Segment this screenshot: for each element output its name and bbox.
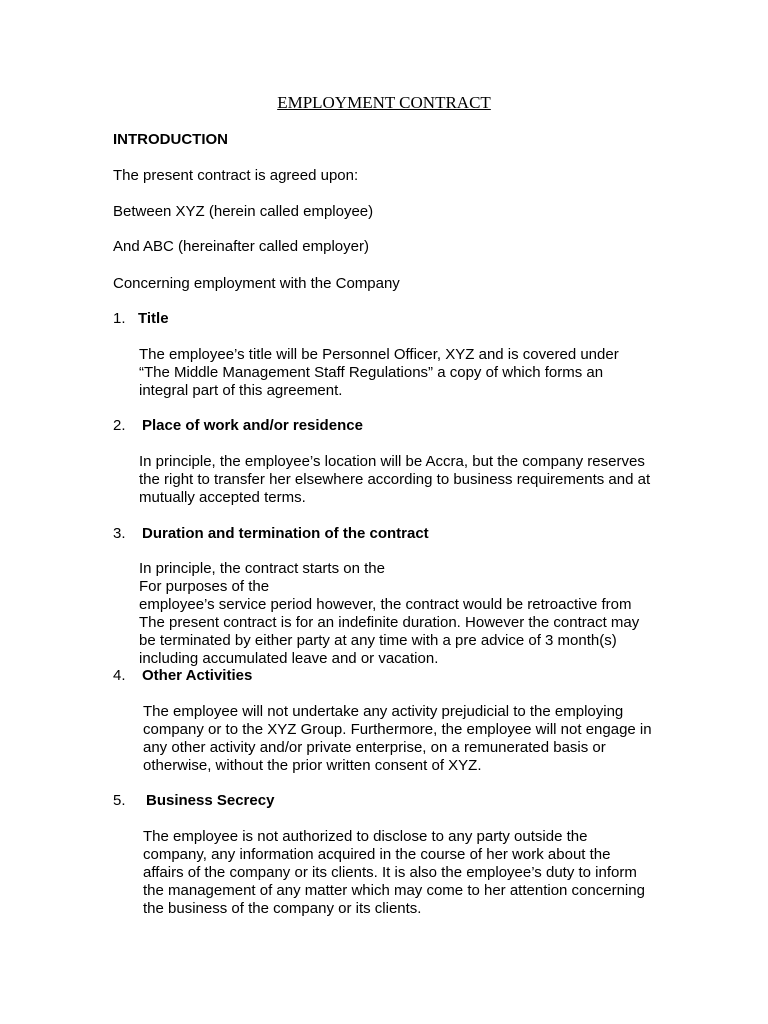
paragraph-line: be terminated by either party at any time with a pre advice of 3 month(s) [139,632,617,649]
section-heading-business-secrecy [113,792,275,810]
paragraph-line: In principle, the employee’s location will be Accra, but the company reserves [139,453,645,470]
paragraph-line: “The Middle Management Staff Regulations” a copy of which forms an [139,364,604,381]
service-period-text: For purposes of the [139,578,270,595]
section-body-other-activities [143,703,652,775]
section-title: Title [138,310,169,327]
paragraph-line: The employee is not authorized to disclose to any party outside the [143,828,588,845]
paragraph-line: The employee’s title will be Personnel Officer, XYZ and is covered under [139,346,619,363]
section-body-place-of-work [139,453,650,507]
section-title: Duration and termination of the contract [142,525,429,542]
paragraph-line: The employee will not undertake any activity prejudicial to the employing [143,703,624,720]
paragraph-line: including accumulated leave and or vacation. [139,650,439,667]
intro-line-agreed: The present contract is agreed upon: [113,167,359,184]
paragraph-line-start [139,560,639,596]
paragraph-line: integral part of this agreement. [139,382,343,399]
section-heading-duration [113,525,429,543]
intro-line-employer: And ABC (hereinafter called employer) [113,238,369,255]
paragraph-line: mutually accepted terms. [139,489,306,506]
section-title: Place of work and/or residence [142,417,363,434]
section-number: 2. [113,417,126,434]
intro-heading: INTRODUCTION [113,131,228,148]
paragraph-line: company, any information acquired in the course of her work about the [143,846,611,863]
paragraph-line: any other activity and/or private enterprise, on a remunerated basis or [143,739,606,756]
paragraph-line: the management of any matter which may come to her attention concerning [143,882,645,899]
paragraph-line: affairs of the company or its clients. It is also the employee’s duty to inform [143,864,637,881]
paragraph-line: otherwise, without the prior written consent of XYZ. [143,757,482,774]
paragraph-line: company or to the XYZ Group. Furthermore, the employee will not engage in [143,721,652,738]
section-body-business-secrecy [143,828,645,918]
section-title: Business Secrecy [146,792,275,809]
section-body-title [139,346,619,400]
document-title: EMPLOYMENT CONTRACT [277,93,491,112]
paragraph-line: the business of the company or its clients. [143,900,422,917]
paragraph-line: employee’s service period however, the contract would be retroactive from [139,596,632,613]
paragraph-line: the right to transfer her elsewhere according to business requirements and at [139,471,651,488]
section-number: 3. [113,525,126,542]
intro-line-company: Concerning employment with the Company [113,275,400,292]
section-number: 4. [113,667,126,684]
contract-start-text: In principle, the contract starts on the [139,560,385,577]
section-heading-place-of-work [113,417,363,435]
section-heading-other-activities [113,667,253,685]
paragraph-line: The present contract is for an indefinite duration. However the contract may [139,614,640,631]
intro-line-employee: Between XYZ (herein called employee) [113,203,374,220]
section-number: 1. [113,310,126,327]
section-title: Other Activities [142,667,253,684]
section-number: 5. [113,792,126,809]
section-body-duration [139,560,639,668]
section-heading-title [113,310,169,328]
